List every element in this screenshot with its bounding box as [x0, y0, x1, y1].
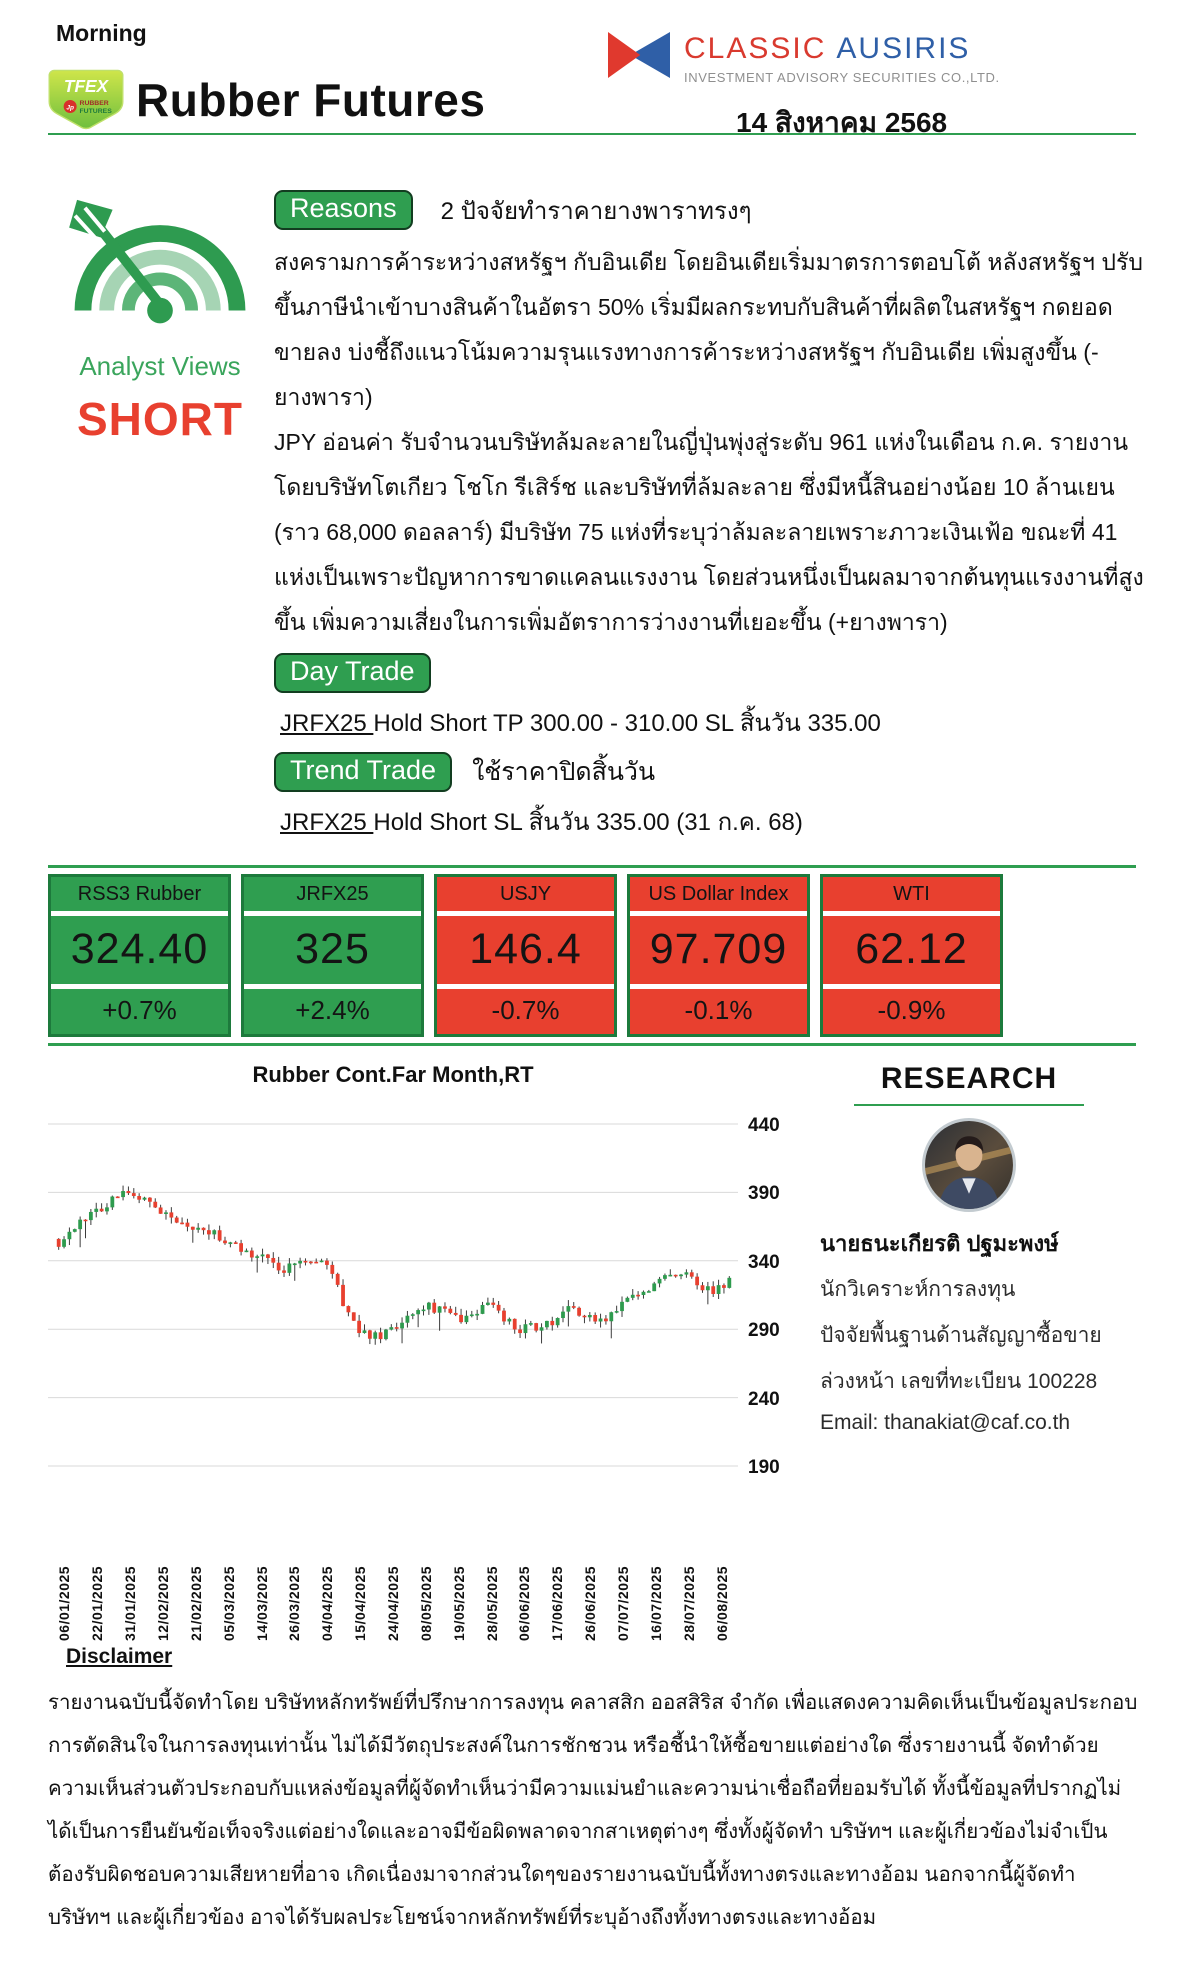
analyst-views-target-icon — [61, 194, 259, 352]
trend-trade-note: ใช้ราคาปิดสิ้นวัน — [472, 758, 656, 786]
quote-label: JRFX25 — [296, 883, 369, 905]
analyst-stance: SHORT — [77, 393, 243, 445]
day-trade-line — [280, 703, 1146, 742]
reasons-paragraph-1: สงครามการค้าระหว่างสหรัฐฯ กับอินเดีย โดยอินเดียเริ่มมาตรการตอบโต้ หลังสหรัฐฯ ปรับขึ้นภาษีนำเข้าบางสินค้าในอัตรา 50% เริ่มมีผลกระทบกับสินค้าที่ผลิตในสหรัฐฯ กดยอดขายลง บ่งชี้ถึงแนวโน้มความรุนแรงทางการค้าระหว่างสหรัฐฯ กับอินเดีย เพิ่มสูงขึ้น (-ยางพารา) — [274, 249, 1143, 410]
x-axis-label: 06/08/2025 — [713, 1565, 730, 1641]
quote-card — [820, 874, 1003, 1037]
quote-change: +2.4% — [295, 995, 370, 1025]
reasons-panel — [272, 186, 1146, 851]
edition-label: Morning — [56, 20, 147, 46]
x-axis-label: 24/04/2025 — [385, 1565, 402, 1641]
y-axis-label: 440 — [748, 1115, 780, 1136]
analyst-role: นักวิเคราะห์การลงทุน — [820, 1278, 1016, 1301]
y-axis-label: 190 — [748, 1457, 780, 1478]
quote-label: USJY — [499, 883, 552, 905]
candlestick-plot — [48, 1094, 738, 1530]
brand-block — [608, 26, 1088, 145]
disclaimer-section — [48, 1645, 1136, 1939]
svg-text:Jp: Jp — [66, 104, 74, 112]
main-content — [48, 186, 1144, 851]
report-date: 14 สิงหาคม 2568 — [736, 107, 948, 138]
analyst-name: นายธนะเกียรติ ปฐมะพงษ์ — [820, 1231, 1059, 1256]
x-axis-label: 17/06/2025 — [549, 1565, 566, 1641]
reasons-badge: Reasons — [274, 190, 413, 230]
quote-label: RSS3 Rubber — [77, 883, 202, 905]
classic-ausiris-logo-icon — [608, 26, 670, 84]
day-trade-badge: Day Trade — [274, 653, 431, 693]
tfex-rubber-futures-logo-icon — [48, 69, 124, 131]
x-axis-label: 06/06/2025 — [516, 1565, 533, 1641]
x-axis-label: 31/01/2025 — [122, 1565, 139, 1641]
y-axis-label: 390 — [748, 1183, 780, 1205]
quote-change: -0.9% — [877, 995, 946, 1025]
x-axis-label: 21/02/2025 — [187, 1565, 204, 1641]
brand-name-ausiris: AUSIRIS — [836, 32, 971, 65]
quote-value: 97.709 — [649, 925, 788, 973]
candlestick-chart — [48, 1062, 738, 1641]
research-panel — [796, 1062, 1136, 1641]
day-trade-text: Hold Short TP 300.00 - 310.00 SL สิ้นวัน 335.00 — [373, 710, 881, 737]
day-trade-symbol: JRFX25 — [280, 710, 374, 737]
quote-card — [627, 874, 810, 1037]
quote-value: 324.40 — [70, 925, 209, 973]
quote-card — [48, 874, 231, 1037]
analyst-photo-icon — [925, 1121, 1013, 1209]
trade-block — [274, 653, 1146, 841]
chart-section — [48, 1062, 1136, 1641]
trend-trade-symbol: JRFX25 — [280, 809, 374, 836]
brand-subtitle: INVESTMENT ADVISORY SECURITIES CO.,LTD. — [684, 70, 1000, 85]
analyst-avatar — [922, 1118, 1016, 1212]
x-axis-label: 12/02/2025 — [155, 1565, 171, 1641]
trend-trade-line — [280, 802, 1146, 841]
header — [48, 20, 1136, 178]
x-axis-label: 06/01/2025 — [56, 1565, 73, 1641]
quote-value: 146.4 — [469, 925, 582, 973]
x-axis-label: 15/04/2025 — [352, 1565, 369, 1641]
x-axis-label: 28/07/2025 — [680, 1565, 697, 1641]
x-axis-label: 14/03/2025 — [253, 1565, 270, 1641]
x-axis-label: 28/05/2025 — [483, 1565, 500, 1641]
disclaimer-body: รายงานฉบับนี้จัดทำโดย บริษัทหลักทรัพย์ที่ปรึกษาการลงทุน คลาสสิก ออสสิริส จำกัด เพื่อแสดงความคิดเห็นเป็นข้อมูลประกอบการตัดสินใจในการลงทุนเท่านั้น ไม่ได้มีวัตถุประสงค์ในการชักชวน หรือชี้นำให้ซื้อขายแต่อย่างใด ซึ่งรายงานนี้ จัดทำด้วยความเห็นส่วนตัวประกอบกับแหล่งข้อมูลที่ผู้จัดทำเห็นว่ามีความแม่นยำและความน่าเชื่อถือที่ยอมรับได้ ทั้งนี้ข้อมูลที่ปรากฏไม่ได้เป็นการยืนยันข้อเท็จจริงแต่อย่างใดและอาจมีข้อผิดพลาดจากสาเหตุต่างๆ ซึ่งทั้งผู้จัดทำ บริษัทฯ และผู้เกี่ยวข้องไม่จำเป็นต้องรับผิดชอบความเสียหายที่อาจ เกิดเนื่องมาจากส่วนใดๆของรายงานฉบับนี้ทั้งทางตรงและทางอ้อม นอกจากนี้ผู้จัดทำ บริษัทฯ และผู้เกี่ยวข้อง อาจได้รับผลประโยชน์จากหลักทรัพย์ที่ระบุอ้างถึงทั้งทางตรงและทางอ้อม — [48, 1691, 1138, 1929]
research-divider — [854, 1104, 1084, 1106]
research-title: RESEARCH — [880, 1062, 1058, 1095]
page-title: Rubber Futures — [136, 74, 486, 126]
quote-change: -0.1% — [684, 995, 753, 1025]
chart-x-axis — [48, 1539, 738, 1641]
quote-label: US Dollar Index — [648, 883, 789, 905]
quote-change: -0.7% — [491, 995, 560, 1025]
x-axis-label: 16/07/2025 — [647, 1565, 664, 1641]
brand-name-classic: CLASSIC — [684, 32, 827, 65]
quote-value: 325 — [295, 925, 370, 973]
x-axis-label: 05/03/2025 — [220, 1565, 237, 1641]
quote-value: 62.12 — [855, 925, 968, 973]
svg-text:FUTURES: FUTURES — [79, 107, 112, 115]
x-axis-label: 22/01/2025 — [89, 1565, 106, 1641]
x-axis-label: 26/03/2025 — [286, 1565, 303, 1641]
reasons-headline: 2 ปัจจัยทำราคายางพาราทรงๆ — [440, 197, 752, 225]
svg-text:TFEX: TFEX — [63, 76, 109, 97]
market-quotes-section — [48, 865, 1136, 1046]
analyst-views-label: Analyst Views — [79, 351, 241, 381]
x-axis-label: 26/06/2025 — [582, 1565, 599, 1641]
analyst-view-panel — [48, 186, 272, 851]
analyst-specialty-1: ปัจจัยพื้นฐานด้านสัญญาซื้อขาย — [820, 1324, 1102, 1347]
quote-card — [241, 874, 424, 1037]
chart-y-axis — [738, 1096, 796, 1641]
quote-card — [434, 874, 617, 1037]
analyst-specialty-2: ล่วงหน้า เลขที่ทะเบียน 100228 — [820, 1370, 1098, 1393]
brand-name — [684, 32, 1000, 66]
x-axis-label: 08/05/2025 — [417, 1565, 434, 1641]
quote-change: +0.7% — [102, 995, 177, 1025]
x-axis-label: 07/07/2025 — [615, 1565, 632, 1641]
svg-text:RUBBER: RUBBER — [79, 100, 109, 108]
y-axis-label: 340 — [748, 1251, 780, 1273]
x-axis-label: 04/04/2025 — [319, 1565, 336, 1641]
chart-title: Rubber Cont.Far Month,RT — [252, 1062, 534, 1087]
reasons-paragraph-2: JPY อ่อนค่า รับจำนวนบริษัทล้มละลายในญี่ปุ่นพุ่งสู่ระดับ 961 แห่งในเดือน ก.ค. รายงานโดยบริษัทโตเกียว โชโก รีเสิร์ช และบริษัทที่ล้มละลาย ซึ่งมีหนี้สินอย่างน้อย 10 ล้านเยน (ราว 68,000 ดอลลาร์) มีบริษัท 75 แห่งที่ระบุว่าล้มละลายเพราะภาวะเงินเฟ้อ ขณะที่ 41 แห่งเป็นเพราะปัญหาการขาดแคลนแรงงาน โดยส่วนหนึ่งเป็นผลมาจากต้นทุนแรงงานที่สูงขึ้น เพิ่มความเสี่ยงในการเพิ่มอัตราการว่างงานที่เยอะขึ้น (+ยางพารา) — [274, 429, 1144, 635]
disclaimer-title: Disclaimer — [66, 1645, 173, 1668]
x-axis-label: 19/05/2025 — [450, 1565, 467, 1641]
analyst-email: Email: thanakiat@caf.co.th — [820, 1411, 1071, 1434]
quote-label: WTI — [893, 883, 930, 905]
trend-trade-text: Hold Short SL สิ้นวัน 335.00 (31 ก.ค. 68) — [373, 809, 803, 836]
y-axis-label: 290 — [748, 1320, 780, 1342]
y-axis-label: 240 — [748, 1388, 780, 1410]
trend-trade-badge: Trend Trade — [274, 752, 452, 792]
market-quotes-row — [48, 874, 1136, 1037]
